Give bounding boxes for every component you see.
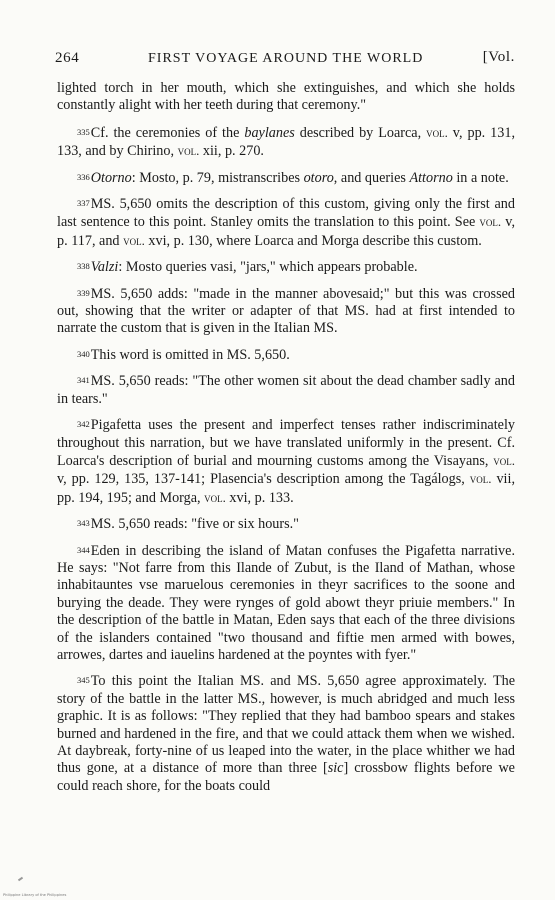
note-text: : Mosto, p. 79, mistranscribes (131, 169, 304, 186)
abbrev-text: vol. (493, 452, 515, 468)
footnote-number: 335 (77, 126, 90, 137)
note-text: To this point the Italian MS. and MS. 5,650 agree approximately. The story of the battle in the latter MS., however, is much abridged and much less graphic. It is as follows: "They replied that they had bamboo spears and stakes burned and hardened in the fire, and that we could attack them when we wished. At daybreak, forty-nine of us leaped into the water, in the place whither we had thus gone, at a distance of more than three [ (57, 673, 515, 777)
footnote-number: 342 (77, 419, 90, 430)
footnote-number: 340 (77, 348, 90, 359)
abbrev-text: vol. (204, 489, 226, 505)
note-text: Eden in describing the island of Matan confuses the Pigafetta narrative. He says: "Not farre from this Ilande of Zubut, is the Iland of Mathan, whose inhabitauntes vse maruelous ceremonies in theyr sacrifices to the soone and burying the deade. They were rynges of gold abowt theyr priuie members." In the description of the battle in Matan, Eden says that each of the three divisions of the islanders contained "two thousand and fiftie men armed with bowes, arrowes, dartes and iauelins hardened at the poyntes with fyer." (57, 542, 515, 663)
footnote-341 (57, 373, 515, 408)
footnote-337 (57, 196, 515, 250)
footnote-345 (57, 673, 515, 795)
abbrev-text: vol. (469, 471, 492, 487)
margin-mark (18, 877, 23, 882)
note-text: : Mosto queries vasi, "jars," which appears probable. (118, 259, 418, 276)
note-text: v, p. 117, and (57, 214, 516, 249)
note-text: , and queries (333, 169, 410, 186)
notes-body (57, 80, 515, 804)
italic-text: baylanes (244, 124, 295, 141)
note-text: MS. 5,650 reads: "The other women sit about the dead chamber sadly and in tears." (57, 373, 515, 407)
footnote-335 (57, 124, 515, 161)
footnote-number: 339 (77, 287, 90, 298)
footnote-342 (57, 417, 515, 507)
footnote-number: 345 (77, 675, 90, 686)
footnote-340 (57, 347, 515, 364)
footnote-336 (57, 170, 515, 187)
note-text: This word is omitted in MS. 5,650. (90, 346, 290, 363)
italic-text: Valzi (90, 259, 119, 276)
note-text: xii, p. 270. (199, 143, 264, 160)
footer-credit: Philippine Library of the Philippines (3, 893, 67, 897)
italic-text: sic (327, 760, 344, 777)
note-text: described by Loarca, (294, 124, 427, 141)
note-continuation: lighted torch in her mouth, which she extinguishes, and which she holds constantly alight with her teeth during that ceremony." (57, 80, 515, 114)
abbrev-text: vol. (177, 143, 200, 159)
footnote-number: 337 (77, 198, 90, 209)
note-text: MS. 5,650 reads: "five or six hours." (90, 516, 299, 533)
footnote-number: 343 (77, 518, 90, 529)
note-text: xvi, p. 130, where Loarca and Morga describe this custom. (144, 232, 482, 249)
footnote-344 (57, 543, 515, 665)
italic-text: otoro (303, 169, 334, 186)
note-text: v, pp. 131, 133, and by Chirino, (57, 124, 515, 160)
note-text: ] crossbow flights before we could reach shore, for the boats could (57, 760, 515, 794)
italic-text: Attorno (409, 169, 453, 186)
abbrev-text: vol. (123, 232, 145, 248)
footnote-number: 338 (77, 261, 90, 272)
page-number: 264 (55, 50, 80, 66)
footnote-343 (57, 516, 515, 533)
volume-marker: [Vol. (482, 49, 515, 65)
footnote-number: 344 (77, 544, 90, 555)
abbrev-text: vol. (479, 214, 502, 230)
note-text: MS. 5,650 omits the description of this custom, giving only the first and last sentence to this point. Stanley omits the translation to this point. See (57, 196, 515, 231)
footnote-number: 336 (77, 171, 90, 182)
footnote-number: 341 (77, 375, 90, 386)
note-text: Pigafetta uses the present and imperfect tenses rather indiscriminately throughout this narration, but we have translated uniformly in the present. Cf. Loarca's description of burial and mourning customs among the Visayans, (57, 417, 515, 469)
note-text: Cf. the ceremonies of the (90, 124, 245, 141)
note-text: MS. 5,650 adds: "made in the manner abovesaid;" but this was crossed out, showing that the writer or adapter of that MS. had at first intended to narrate the custom that is given in the Italian MS. (57, 285, 515, 337)
note-text: in a note. (452, 169, 509, 186)
footnote-338 (57, 259, 515, 276)
italic-text: Otorno (90, 169, 132, 186)
note-text: xvi, p. 133. (225, 489, 294, 506)
running-title: FIRST VOYAGE AROUND THE WORLD (148, 51, 424, 66)
abbrev-text: vol. (426, 124, 448, 140)
footnote-339 (57, 286, 515, 338)
note-text: vii, pp. 194, 195; and Morga, (57, 471, 515, 506)
note-text: v, pp. 129, 135, 137-141; Plasencia's description among the Tagálogs, (57, 471, 470, 488)
